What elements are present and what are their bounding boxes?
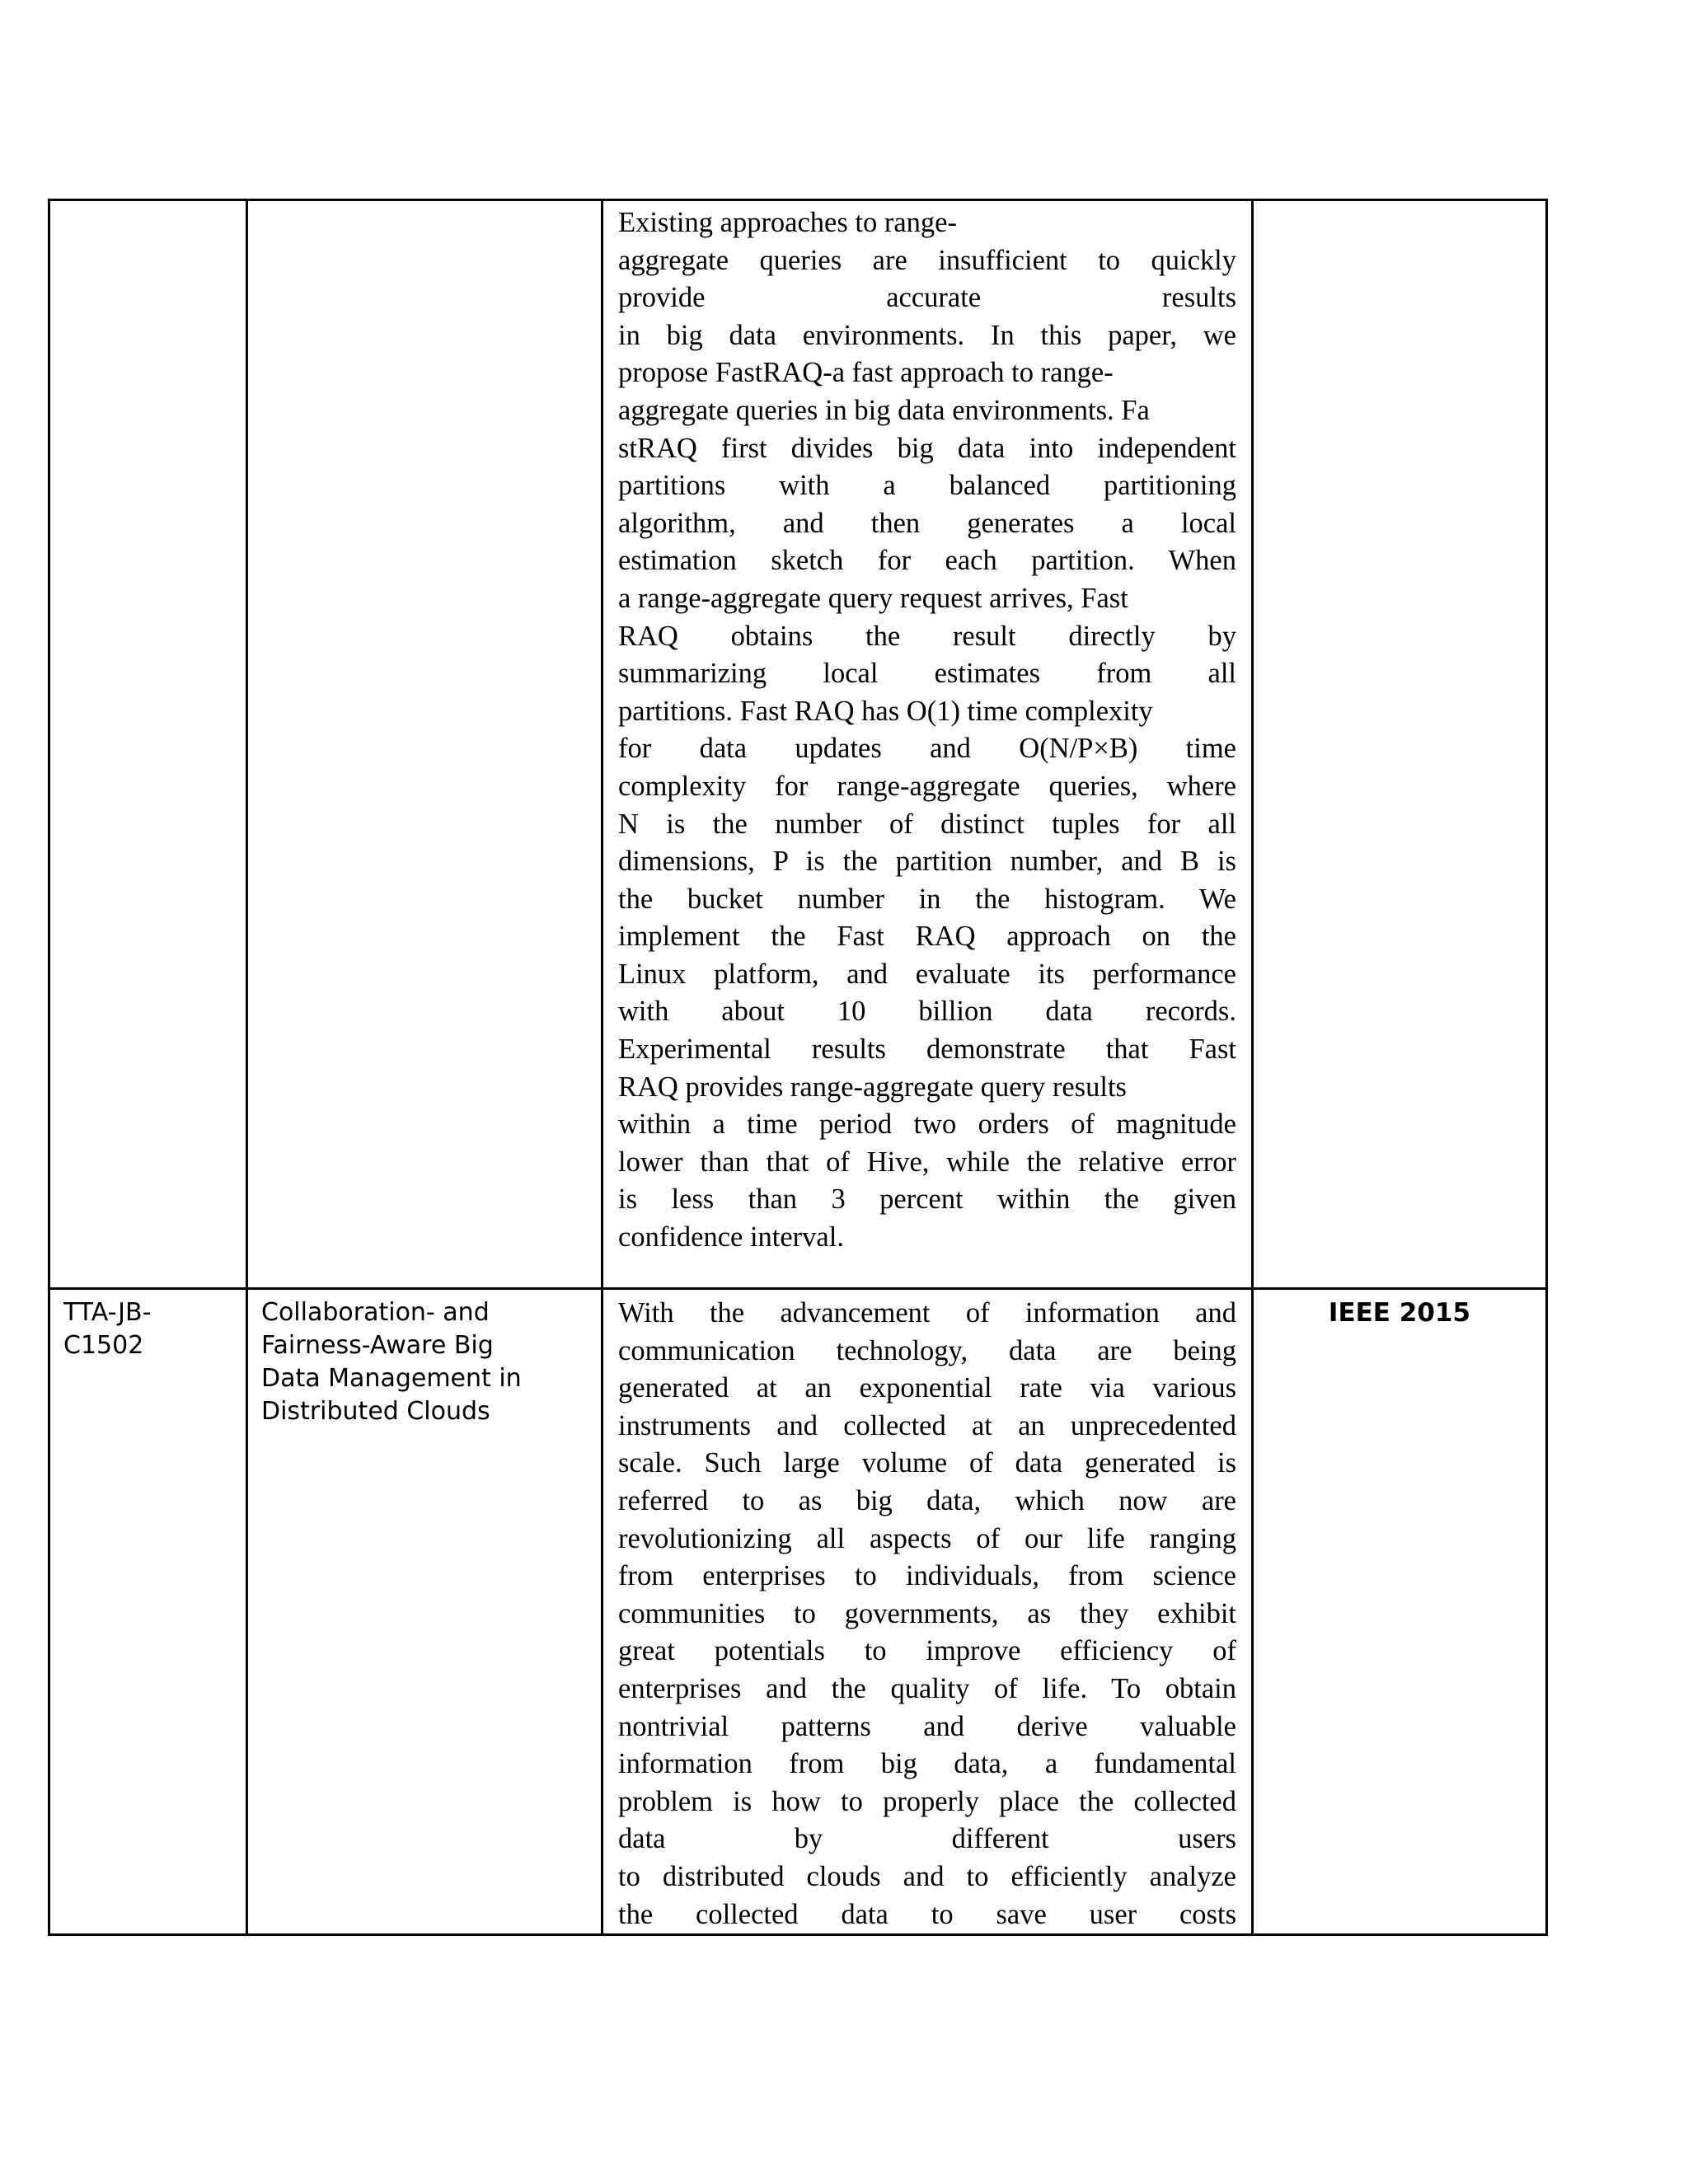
abstract-line: With the advancement of information and bbox=[618, 1297, 1236, 1329]
abstract-line: estimation sketch for each partition. When bbox=[618, 545, 1236, 577]
project-code-cell bbox=[49, 1289, 247, 1935]
abstract-line: summarizing local estimates from all bbox=[618, 658, 1236, 690]
project-table bbox=[48, 199, 1548, 1936]
project-title-cell bbox=[247, 200, 603, 1289]
abstract-line: communities to governments, as they exhibit bbox=[618, 1597, 1236, 1629]
abstract-line: provide accurate results bbox=[618, 282, 1236, 314]
abstract-line: the collected data to save user costs bbox=[618, 1898, 1236, 1930]
abstract-line: problem is how to properly place the collected bbox=[618, 1785, 1236, 1817]
abstract-line: for data updates and O(N/P×B) time bbox=[618, 733, 1236, 765]
abstract-line: confidence interval. bbox=[618, 1221, 844, 1254]
abstract-line: stRAQ first divides big data into independent bbox=[618, 432, 1236, 464]
abstract-line: N is the number of distinct tuples for all bbox=[618, 808, 1236, 840]
table-row bbox=[49, 1289, 1547, 1935]
publication-label bbox=[1254, 201, 1545, 208]
abstract-line: scale. Such large volume of data generated is bbox=[618, 1447, 1236, 1479]
abstract-line: to distributed clouds and to efficiently analyze bbox=[618, 1860, 1236, 1892]
project-code-line: C1502 bbox=[63, 1331, 144, 1360]
abstract-line: aggregate queries in big data environments. Fa bbox=[618, 394, 1150, 426]
abstract-line: is less than 3 percent within the given bbox=[618, 1183, 1236, 1216]
table-row bbox=[49, 200, 1547, 1289]
abstract-line: Linux platform, and evaluate its performance bbox=[618, 958, 1236, 990]
abstract-line: complexity for range-aggregate queries, where bbox=[618, 770, 1236, 802]
abstract-line: Existing approaches to range- bbox=[618, 207, 957, 238]
abstract-line: data by different users bbox=[618, 1823, 1236, 1855]
project-title-line: Collaboration- and bbox=[261, 1298, 490, 1327]
abstract-line: a range-aggregate query request arrives, Fast bbox=[618, 582, 1128, 614]
abstract-line: from enterprises to individuals, from science bbox=[618, 1560, 1236, 1592]
abstract-line: information from big data, a fundamental bbox=[618, 1748, 1236, 1780]
abstract-cell bbox=[603, 200, 1253, 1289]
abstract-line: great potentials to improve efficiency of bbox=[618, 1635, 1236, 1667]
abstract-line: dimensions, P is the partition number, and B is bbox=[618, 846, 1236, 878]
abstract-line: within a time period two orders of magnitude bbox=[618, 1108, 1236, 1141]
project-title-cell bbox=[247, 1289, 603, 1935]
publication-cell bbox=[1253, 200, 1547, 1289]
abstract-line: Experimental results demonstrate that Fast bbox=[618, 1033, 1236, 1066]
abstract-line: algorithm, and then generates a local bbox=[618, 507, 1236, 539]
abstract-line: instruments and collected at an unprecedented bbox=[618, 1409, 1236, 1441]
project-code-line: TTA-JB- bbox=[63, 1298, 152, 1327]
abstract-line: the bucket number in the histogram. We bbox=[618, 883, 1236, 915]
abstract-line: enterprises and the quality of life. To obtain bbox=[618, 1672, 1236, 1704]
abstract-line: nontrivial patterns and derive valuable bbox=[618, 1710, 1236, 1742]
abstract-line: partitions with a balanced partitioning bbox=[618, 470, 1236, 502]
publication-cell bbox=[1253, 1289, 1547, 1935]
abstract-line: propose FastRAQ-a fast approach to range- bbox=[618, 357, 1114, 389]
project-title-line: Data Management in bbox=[261, 1364, 522, 1393]
abstract-line: lower than that of Hive, while the relative error bbox=[618, 1146, 1236, 1178]
abstract-line: partitions. Fast RAQ has O(1) time complexity bbox=[618, 695, 1153, 727]
project-title-line: Fairness-Aware Big bbox=[261, 1331, 494, 1360]
abstract-line: in big data environments. In this paper, we bbox=[618, 319, 1236, 351]
abstract-line: aggregate queries are insufficient to quickly bbox=[618, 244, 1236, 276]
abstract-line: referred to as big data, which now are bbox=[618, 1484, 1236, 1516]
abstract-line: communication technology, data are being bbox=[618, 1334, 1236, 1366]
project-title-line: Distributed Clouds bbox=[261, 1397, 490, 1426]
abstract-line: RAQ provides range-aggregate query results bbox=[618, 1071, 1127, 1103]
abstract-line: implement the Fast RAQ approach on the bbox=[618, 921, 1236, 953]
abstract-line: revolutionizing all aspects of our life ranging bbox=[618, 1522, 1236, 1554]
abstract-line: with about 10 billion data records. bbox=[618, 996, 1236, 1028]
project-code-cell bbox=[49, 200, 247, 1289]
abstract-cell bbox=[603, 1289, 1253, 1935]
abstract-line: generated at an exponential rate via various bbox=[618, 1372, 1236, 1404]
abstract-line: RAQ obtains the result directly by bbox=[618, 620, 1236, 652]
publication-label: IEEE 2015 bbox=[1328, 1298, 1471, 1328]
